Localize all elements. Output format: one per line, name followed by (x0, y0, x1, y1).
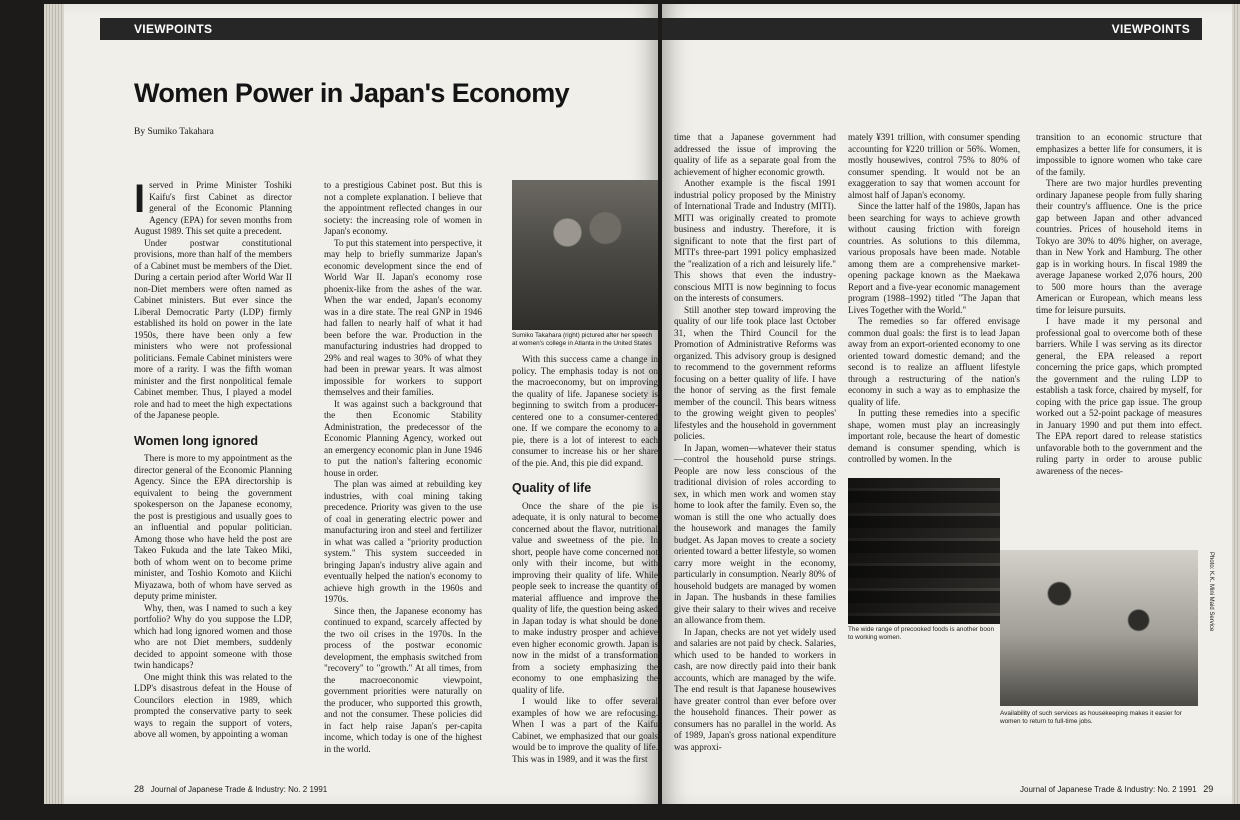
paragraph: Still another step toward improving the quality of our life took place last October 31, when the Third Council for the Promotion of Administrative Reforms was organized. This advisory group is designed to recommend to the government reforms focusing on a better quality of life. I have the honor of serving as the first female member of the council. This bears witness to the growing weight given to peoples' lifestyles and the household in government policies. (674, 304, 836, 441)
photo-caption: Sumiko Takahara (right) pictured after her speech at women's college in Atlanta in the United States (512, 332, 653, 347)
paragraph: Iserved in Prime Minister Toshiki Kaifu's first Cabinet as director general of the Economic Planning Agency (EPA) for seven months from August 1989. This set quite a precedent. (134, 177, 292, 236)
drop-cap: I (134, 177, 146, 221)
paragraph: Since the latter half of the 1980s, Japan has been searching for ways to achieve growth without causing friction with foreign countries. As solutions to this dilemma, various proposals have been made. Notable among them are a comprehensive market-opening package known as the Maekawa Report and a five-year economic management program (1988–1992) titled "The Japan that Lives Together with the World." (848, 201, 1020, 315)
photo-precooked-foods (848, 478, 1000, 624)
left-page (64, 4, 658, 804)
magazine-spread (40, 0, 1214, 820)
paragraph: I have made it my personal and professional goal to overcome both of these barriers. While I was serving as its director general, the EPA released a report concerning the price gaps, which prompted the government and the ruling LDP to establish a task force, chaired by myself, for coping with the price gap issue. The group worked out a 52-point package of measures in January 1990 and put them into effect. The EPA report dared to release statistics unfavorable both to the government and the ruling party in order to arouse public awareness of the neces- (1036, 316, 1202, 476)
journal-name: Journal of Japanese Trade & Industry: No. 2 1991 (1020, 785, 1197, 794)
subheading-women-long-ignored: Women long ignored (134, 433, 259, 448)
byline: By Sumiko Takahara (134, 127, 214, 137)
right-page (662, 4, 1232, 804)
paragraph: Another example is the fiscal 1991 industrial policy proposed by the Ministry of International Trade and Industry (MITI). MITI was originally created to promote business and industry. Therefore, it is significant to note that the first part of MITI's three-part 1991 policy emphasized the "realization of a rich and leisurely life." This shows that even the industry-conscious MITI is now beginning to focus on the interests of consumers. (674, 178, 836, 303)
footer-left (134, 784, 327, 794)
paragraph: In Japan, checks are not yet widely used and salaries are not paid by check. Salaries, which used to be handed to workers in cash, are now directly paid into their bank accounts, which are managed by the wife. The end result is that Japanese housewives have greater control than ever before over the household finances. Their power as consumers has no parallel in the world. As of 1989, Japan's gross national expenditure was approxi- (674, 626, 836, 752)
paragraph: In putting these remedies into a specific shape, women must play an increasingly important role, because the heart of domestic demand is consumer spending, which is controlled by women. In the (848, 408, 1020, 464)
photo-caption: Availability of such services as housekeeping makes it easier for women to return to full-time jobs. (1000, 710, 1182, 725)
photo-credit: Photo: K.K. Mini Maid Service (1208, 552, 1214, 632)
paragraph: to a prestigious Cabinet post. But this is not a complete explanation. I believe that the appointment reflected changes in our society: the increasing role of women in Japan's economy. (324, 180, 482, 236)
paragraph: The plan was aimed at rebuilding key industries, with coal mining taking precedence. Priority was given to the use of coal in generating electric power and manufacturing iron and steel and fertilizer in what was called a "priority production system." This system succeeded in bringing Japan's industry alive again and eventually helped the nation's economy to achieve high growth in the 1960s and 1970s. (324, 479, 482, 604)
right-column-1 (674, 132, 836, 753)
photo-housekeeping (1000, 550, 1198, 706)
paragraph: I would like to offer several examples of how we are refocusing. When I was a part of the Kaifu Cabinet, we emphasized that our goals would be to improve the quality of life. This was in 1989, and it was the first (512, 696, 658, 764)
paragraph: It was against such a background that the then Economic Stability Administration, the predecessor of the Economic Planning Agency, worked out an emergency economic plan in June 1946 to put the nation's faltering economic house in order. (324, 398, 482, 478)
footer-right (1020, 784, 1213, 794)
journal-name: Journal of Japanese Trade & Industry: No. 2 1991 (150, 785, 328, 794)
left-column-3 (512, 354, 658, 765)
section-bar-right: VIEWPOINTS (662, 18, 1202, 40)
paragraph: Why, then, was I named to such a key portfolio? Why do you suppose the LDP, which had long ignored women and those who are not Diet members, suddenly decided to appoint someone with those twin handicaps? (134, 602, 292, 670)
page-edge-right (1232, 4, 1240, 804)
paragraph: Once the share of the pie is adequate, it is only natural to become concerned about the flavor, nutritional value and sweetness of the pie. In short, people have come concerned not only with their income, but with improving their quality of life. While people seek to increase the quantity of material affluence and improve the quality of life, the question being asked in Japan today is what should be done to make industry prosper and achieve even higher economic growth. Japan is now in the midst of a transformation from a society emphasizing the economy to one emphasizing the quality of life. (512, 500, 658, 695)
section-bar-left: VIEWPOINTS (100, 18, 658, 40)
photo-takahara (512, 180, 658, 330)
left-column-2 (324, 180, 482, 755)
paragraph: There is more to my appointment as the director general of the Economic Planning Agency. Since the EPA directorship is equivalent to being the government spokesperson on the Japanese economy, the post is prestigious and usually goes to an influential and popular politician. Among those who have held the post are Takeo Fukuda and the late Takeo Miki, both of whom went on to become prime minister, and Toshio Komoto and Kiichi Miyazawa, both of whom have served as deputy prime minister. (134, 453, 292, 601)
paragraph: transition to an economic structure that emphasizes a better life for consumers, it is impossible to ignore women who take care of the family. (1036, 132, 1202, 177)
paragraph: One might think this was related to the LDP's disastrous defeat in the House of Councilors election in 1989, which prompted the conservative party to seek ways to regain the support of voters, above all women, by appointing a woman (134, 671, 292, 739)
paragraph: In Japan, women—whatever their status—control the household purse strings. People are now less conscious of the traditional division of roles according to sex, in which men work and women stay home to look after the family. Even so, the woman is still the one who actually does the housework and manages the family budget. As Japan moves to create a society oriented toward a better lifestyle, so women carry more weight in the economy, particularly in consumption. Nearly 80% of household budgets are managed by women in Japan. The husbands in these families give their salary to their wives and receive an allowance from them. (674, 442, 836, 625)
paragraph: There are two major hurdles preventing ordinary Japanese people from fully sharing their country's affluence. One is the price gap between Japan and other advanced countries. Prices of household items in Tokyo are 30% to 40% higher, on average, than in New York and Hamburg. The other gap is in working hours. In fiscal 1989 the average Japanese worked 2,076 hours, 200 to 500 more hours than the average American or European, which means less time for leisure pursuits. (1036, 178, 1202, 315)
paragraph: The remedies so far offered envisage common dual goals: the first is to lead Japan away from an export-oriented economy to one oriented toward domestic demand; and the second is to realize an affluent lifestyle through a restructuring of the nation's economy in such a way as to emphasize the quality of life. (848, 316, 1020, 407)
left-column-1 (134, 177, 292, 741)
photo-caption: The wide range of precooked foods is another boon to working women. (848, 626, 995, 641)
paragraph: With this success came a change in policy. The emphasis today is not on the macroeconomy, but on improving the quality of life. Japanese society is beginning to switch from a producer-centered one to a consumer-centered one. If we compare the economy to a pie, there is a lot of interest to each consumer to increase his or her share of the pie. And, this pie did expand. (512, 354, 658, 468)
paragraph: time that a Japanese government had addressed the issue of improving the quality of life as a separate goal from the achievement of higher economic growth. (674, 132, 836, 177)
paragraph: To put this statement into perspective, it may help to briefly summarize Japan's economic development since the end of World War II. Japan's economy rose phoenix-like from the ashes of the war. When the war ended, Japan's economy was in a dire state. The real GNP in 1946 had fallen to nearly half of what it had been before the war. Production in the manufacturing industries had dropped to 29% and real wages to 30% of what they had been in prewar years. It was almost impossible for workers to support themselves and their families. (324, 237, 482, 397)
page-edge-left (44, 4, 64, 804)
right-column-3 (1036, 132, 1202, 477)
page-number: 29 (1203, 784, 1214, 794)
paragraph: Under postwar constitutional provisions, more than half of the members of a Cabinet must be members of the Diet. During a certain period after World War II non-Diet members were often named as Cabinet ministers. But ever since the Liberal Democratic Party (LDP) firmly established its hold on power in the late 1950s, there have been only a few ministers who were not professional politicians. Female Cabinet ministers were more of a rarity. I was the fifth woman minister and the first nonpolitical female Cabinet member. Thus, I played a model role and had to meet the high expectations of the Japanese people. (134, 237, 292, 420)
right-column-2 (848, 132, 1020, 466)
paragraph: mately ¥391 trillion, with consumer spending accounting for ¥220 trillion or 56%. Women, mostly housewives, control 75% to 80% of consumer spending. It would not be an exaggeration to say that women account for almost half of Japan's economy. (848, 132, 1020, 200)
paragraph: Since then, the Japanese economy has continued to expand, scarcely affected by the two oil crises in the 1970s. In the process of the postwar economic development, the emphasis switched from "recovery" to "growth." At all times, from the macroeconomic viewpoint, government priorities were naturally on the producer, who supported this growth, and not the consumer. These policies did in fact help raise Japan's per-capita income, which today is one of the highest in the world. (324, 605, 482, 754)
page-number: 28 (134, 784, 145, 794)
article-title: Women Power in Japan's Economy (134, 78, 570, 108)
subheading-quality-of-life: Quality of life (512, 481, 592, 495)
